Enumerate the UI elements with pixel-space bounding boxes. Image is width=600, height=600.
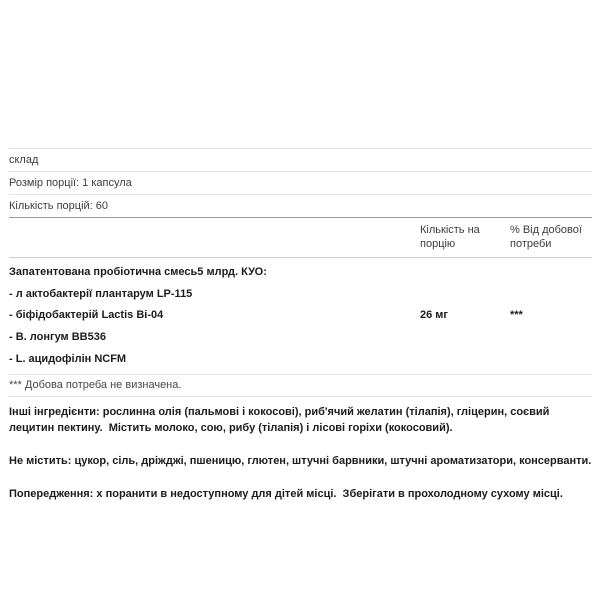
table-row [9, 326, 592, 348]
does-not-contain-text: Не містить: цукор, сіль, дріжджі, пшеницю, глютен, штучні барвники, штучні ароматизатори, консерванти. [9, 454, 592, 467]
ingredient-name: - L. ацидофілін NCFM [9, 353, 127, 366]
table-header-row [9, 218, 592, 257]
ingredient-name: - біфідобактерій Lactis Bi-04 [9, 309, 164, 322]
ingredient-daily-value: *** [510, 309, 523, 322]
daily-value-footnote: *** Добова потреба не визначена. [9, 379, 182, 392]
amount-column-header: Кількість на порцію [420, 224, 480, 250]
ingredient-amount: 26 мг [420, 309, 449, 322]
warning-text: Попередження: х поранити в недоступному для дітей місці. Зберігати в прохолодному сухому місці. [9, 487, 563, 500]
ingredient-column-spacer [9, 223, 420, 251]
table-row [9, 348, 592, 370]
daily-value-column-header: % Від добової потреби [510, 224, 582, 250]
servings-count-text: Кількість порцій: 60 [9, 200, 109, 212]
serving-size-text: Розмір порції: 1 капсула [9, 177, 132, 189]
footnote-row [9, 375, 592, 396]
ingredient-name: - л актобактерії плантарум LP-115 [9, 287, 193, 300]
ingredient-name: - В. лонгум BB536 [9, 331, 106, 344]
other-ingredients-text: Інші інгредієнти: рослинна олія (пальмові і кокосові), риб'ячий желатин (тілапія), гліцерин, соєвий лецитин пектину. Містить молоко, сою, рибу (тілапія) і лісові горіхи (кокосовий). [9, 405, 553, 434]
table-row [9, 305, 592, 327]
serving-size-row [9, 172, 592, 194]
section-title: склад [9, 154, 39, 166]
table-row [9, 283, 592, 305]
section-title-row [9, 149, 592, 171]
supplement-facts-panel [9, 148, 592, 519]
table-body [9, 258, 592, 374]
servings-count-row [9, 195, 592, 217]
ingredient-name: Запатентована пробіотична смесь5 млрд. КУО: [9, 265, 267, 278]
info-paragraphs [9, 397, 592, 502]
table-row [9, 261, 592, 283]
